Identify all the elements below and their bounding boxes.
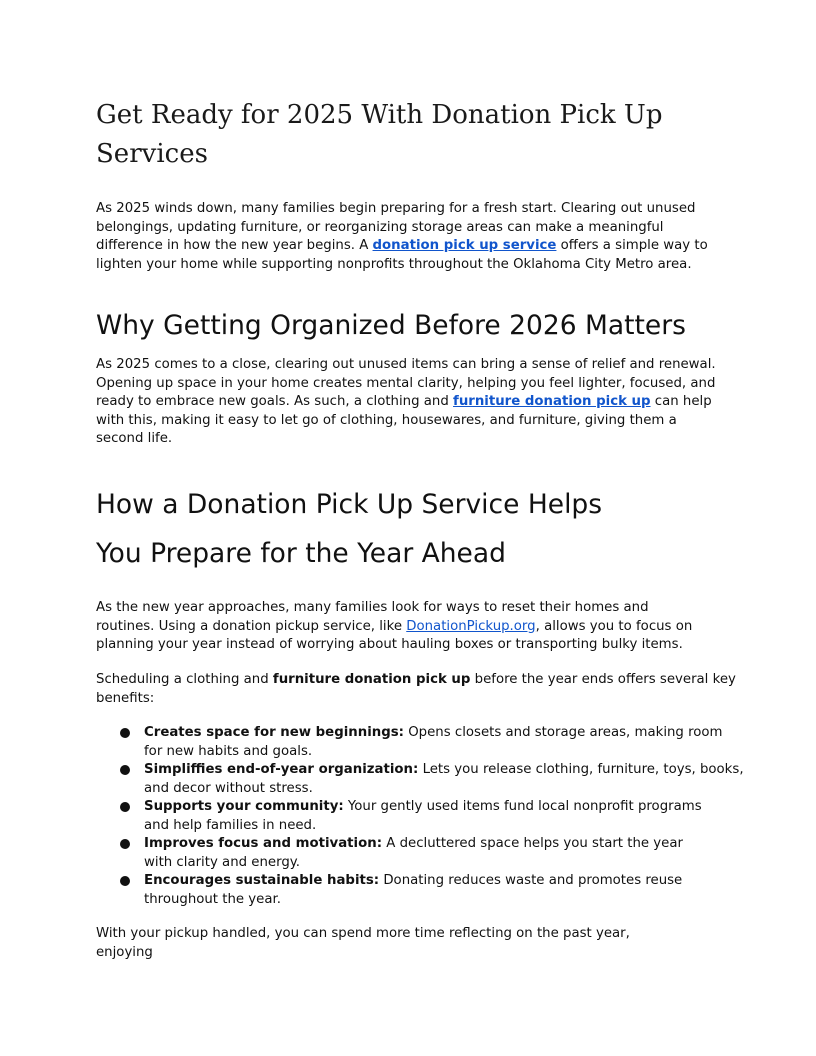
- bullet-dot-icon: [120, 839, 130, 849]
- section-2-heading-line-1: How a Donation Pick Up Service Helps: [96, 489, 603, 520]
- list-item-line-2: throughout the year.: [144, 891, 281, 907]
- bullet-dot-icon: [120, 802, 130, 812]
- page-title-line-1: Get Ready for 2025 With Donation Pick Up: [96, 100, 663, 130]
- list-item-line-2: with clarity and energy.: [144, 854, 300, 870]
- section-2-p2-bold: furniture donation pick up: [272, 672, 471, 687]
- list-item: [96, 798, 720, 835]
- donationpickup-org-link[interactable]: DonationPickup.org: [406, 618, 536, 634]
- section-2-p2-line-1-tail: before the year ends offers several key: [470, 672, 736, 687]
- list-item-bold: Creates space for new beginnings:: [144, 725, 404, 740]
- list-item-bold: Improves focus and motivation:: [144, 836, 383, 851]
- list-item-line-2: and decor without stress.: [144, 780, 313, 796]
- section-1-line-2: Opening up space in your home creates mental clarity, helping you feel lighter, focused, and: [96, 375, 716, 391]
- list-item: [96, 761, 744, 798]
- section-2-heading: [96, 480, 602, 578]
- section-1-line-5: second life.: [96, 431, 173, 446]
- intro-line-3-text: difference in how the new year begins. A: [96, 238, 373, 253]
- list-item-text: Donating reduces waste and promotes reuse: [379, 873, 683, 888]
- list-item-line-1: [144, 873, 682, 888]
- closing-paragraph: [96, 925, 720, 962]
- page-title: [96, 96, 696, 174]
- section-1-line-3-text: ready to embrace new goals. As such, a clothing and: [96, 394, 454, 409]
- closing-line-1: With your pickup handled, you can spend more time reflecting on the past year,: [96, 926, 630, 941]
- section-1-line-3-tail: can help: [650, 394, 712, 409]
- section-2-paragraph-1: [96, 599, 720, 655]
- section-1-heading: Why Getting Organized Before 2026 Matters: [96, 310, 686, 341]
- closing-line-2: enjoying: [96, 944, 153, 960]
- section-2-heading-line-2: You Prepare for the Year Ahead: [96, 538, 506, 569]
- list-item-line-1: [144, 762, 744, 777]
- intro-paragraph: [96, 200, 720, 274]
- section-2-paragraph-2: [96, 671, 736, 708]
- list-item-bold: Supports your community:: [144, 799, 344, 814]
- bullet-dot-icon: [120, 728, 130, 738]
- list-item-line-1: [144, 836, 683, 851]
- section-1-paragraph: [96, 356, 720, 449]
- list-item-text: Opens closets and storage areas, making room: [403, 725, 723, 740]
- bullet-dot-icon: [120, 876, 130, 886]
- intro-line-4: lighten your home while supporting nonprofits throughout the Oklahoma City Metro area.: [96, 256, 692, 272]
- section-2-p2-line-2: benefits:: [96, 690, 155, 706]
- section-2-p2-line-1: [96, 672, 736, 687]
- intro-line-3: [96, 238, 708, 253]
- list-item-text: A decluttered space helps you start the year: [382, 836, 683, 851]
- donation-pick-up-service-link[interactable]: donation pick up service: [372, 238, 557, 253]
- list-item-bold: Encourages sustainable habits:: [144, 873, 380, 888]
- list-item-line-2: for new habits and goals.: [144, 743, 313, 759]
- intro-line-2: belongings, updating furniture, or reorganizing storage areas can make a meaningful: [96, 219, 664, 235]
- section-1-line-3: [96, 394, 712, 409]
- section-2-p1-line-3: planning your year instead of worrying about hauling boxes or transporting bulky items.: [96, 637, 683, 652]
- section-2-p2-line-1-text: Scheduling a clothing and: [96, 672, 273, 687]
- list-item: [96, 724, 723, 761]
- section-1-line-1: As 2025 comes to a close, clearing out unused items can bring a sense of relief and renewal.: [96, 357, 716, 372]
- list-item-text: Lets you release clothing, furniture, toys, books,: [418, 762, 744, 777]
- bullet-dot-icon: [120, 765, 130, 775]
- list-item-line-1: [144, 799, 702, 814]
- section-2-p1-line-2-tail: , allows you to focus on: [535, 618, 693, 634]
- list-item: [96, 835, 720, 872]
- list-item-line-1: [144, 725, 723, 740]
- section-2-p1-line-2: [96, 619, 692, 634]
- section-2-p1-line-1: As the new year approaches, many families look for ways to reset their homes and: [96, 600, 649, 615]
- section-1-line-4: with this, making it easy to let go of clothing, housewares, and furniture, giving them a: [96, 412, 677, 428]
- list-item-line-2: and help families in need.: [144, 817, 317, 833]
- furniture-donation-pick-up-link[interactable]: furniture donation pick up: [453, 394, 651, 409]
- page-title-line-2: Services: [96, 139, 208, 169]
- list-item-bold: Simpliffies end-of-year organization:: [144, 762, 419, 777]
- intro-line-1: As 2025 winds down, many families begin preparing for a fresh start. Clearing out unused: [96, 201, 696, 216]
- benefits-list: [96, 724, 744, 909]
- intro-line-3-tail: offers a simple way to: [556, 238, 708, 253]
- section-2-p1-line-2-text: routines. Using a donation pickup service, like: [96, 618, 407, 634]
- list-item: [96, 872, 720, 909]
- list-item-text: Your gently used items fund local nonprofit programs: [343, 799, 702, 814]
